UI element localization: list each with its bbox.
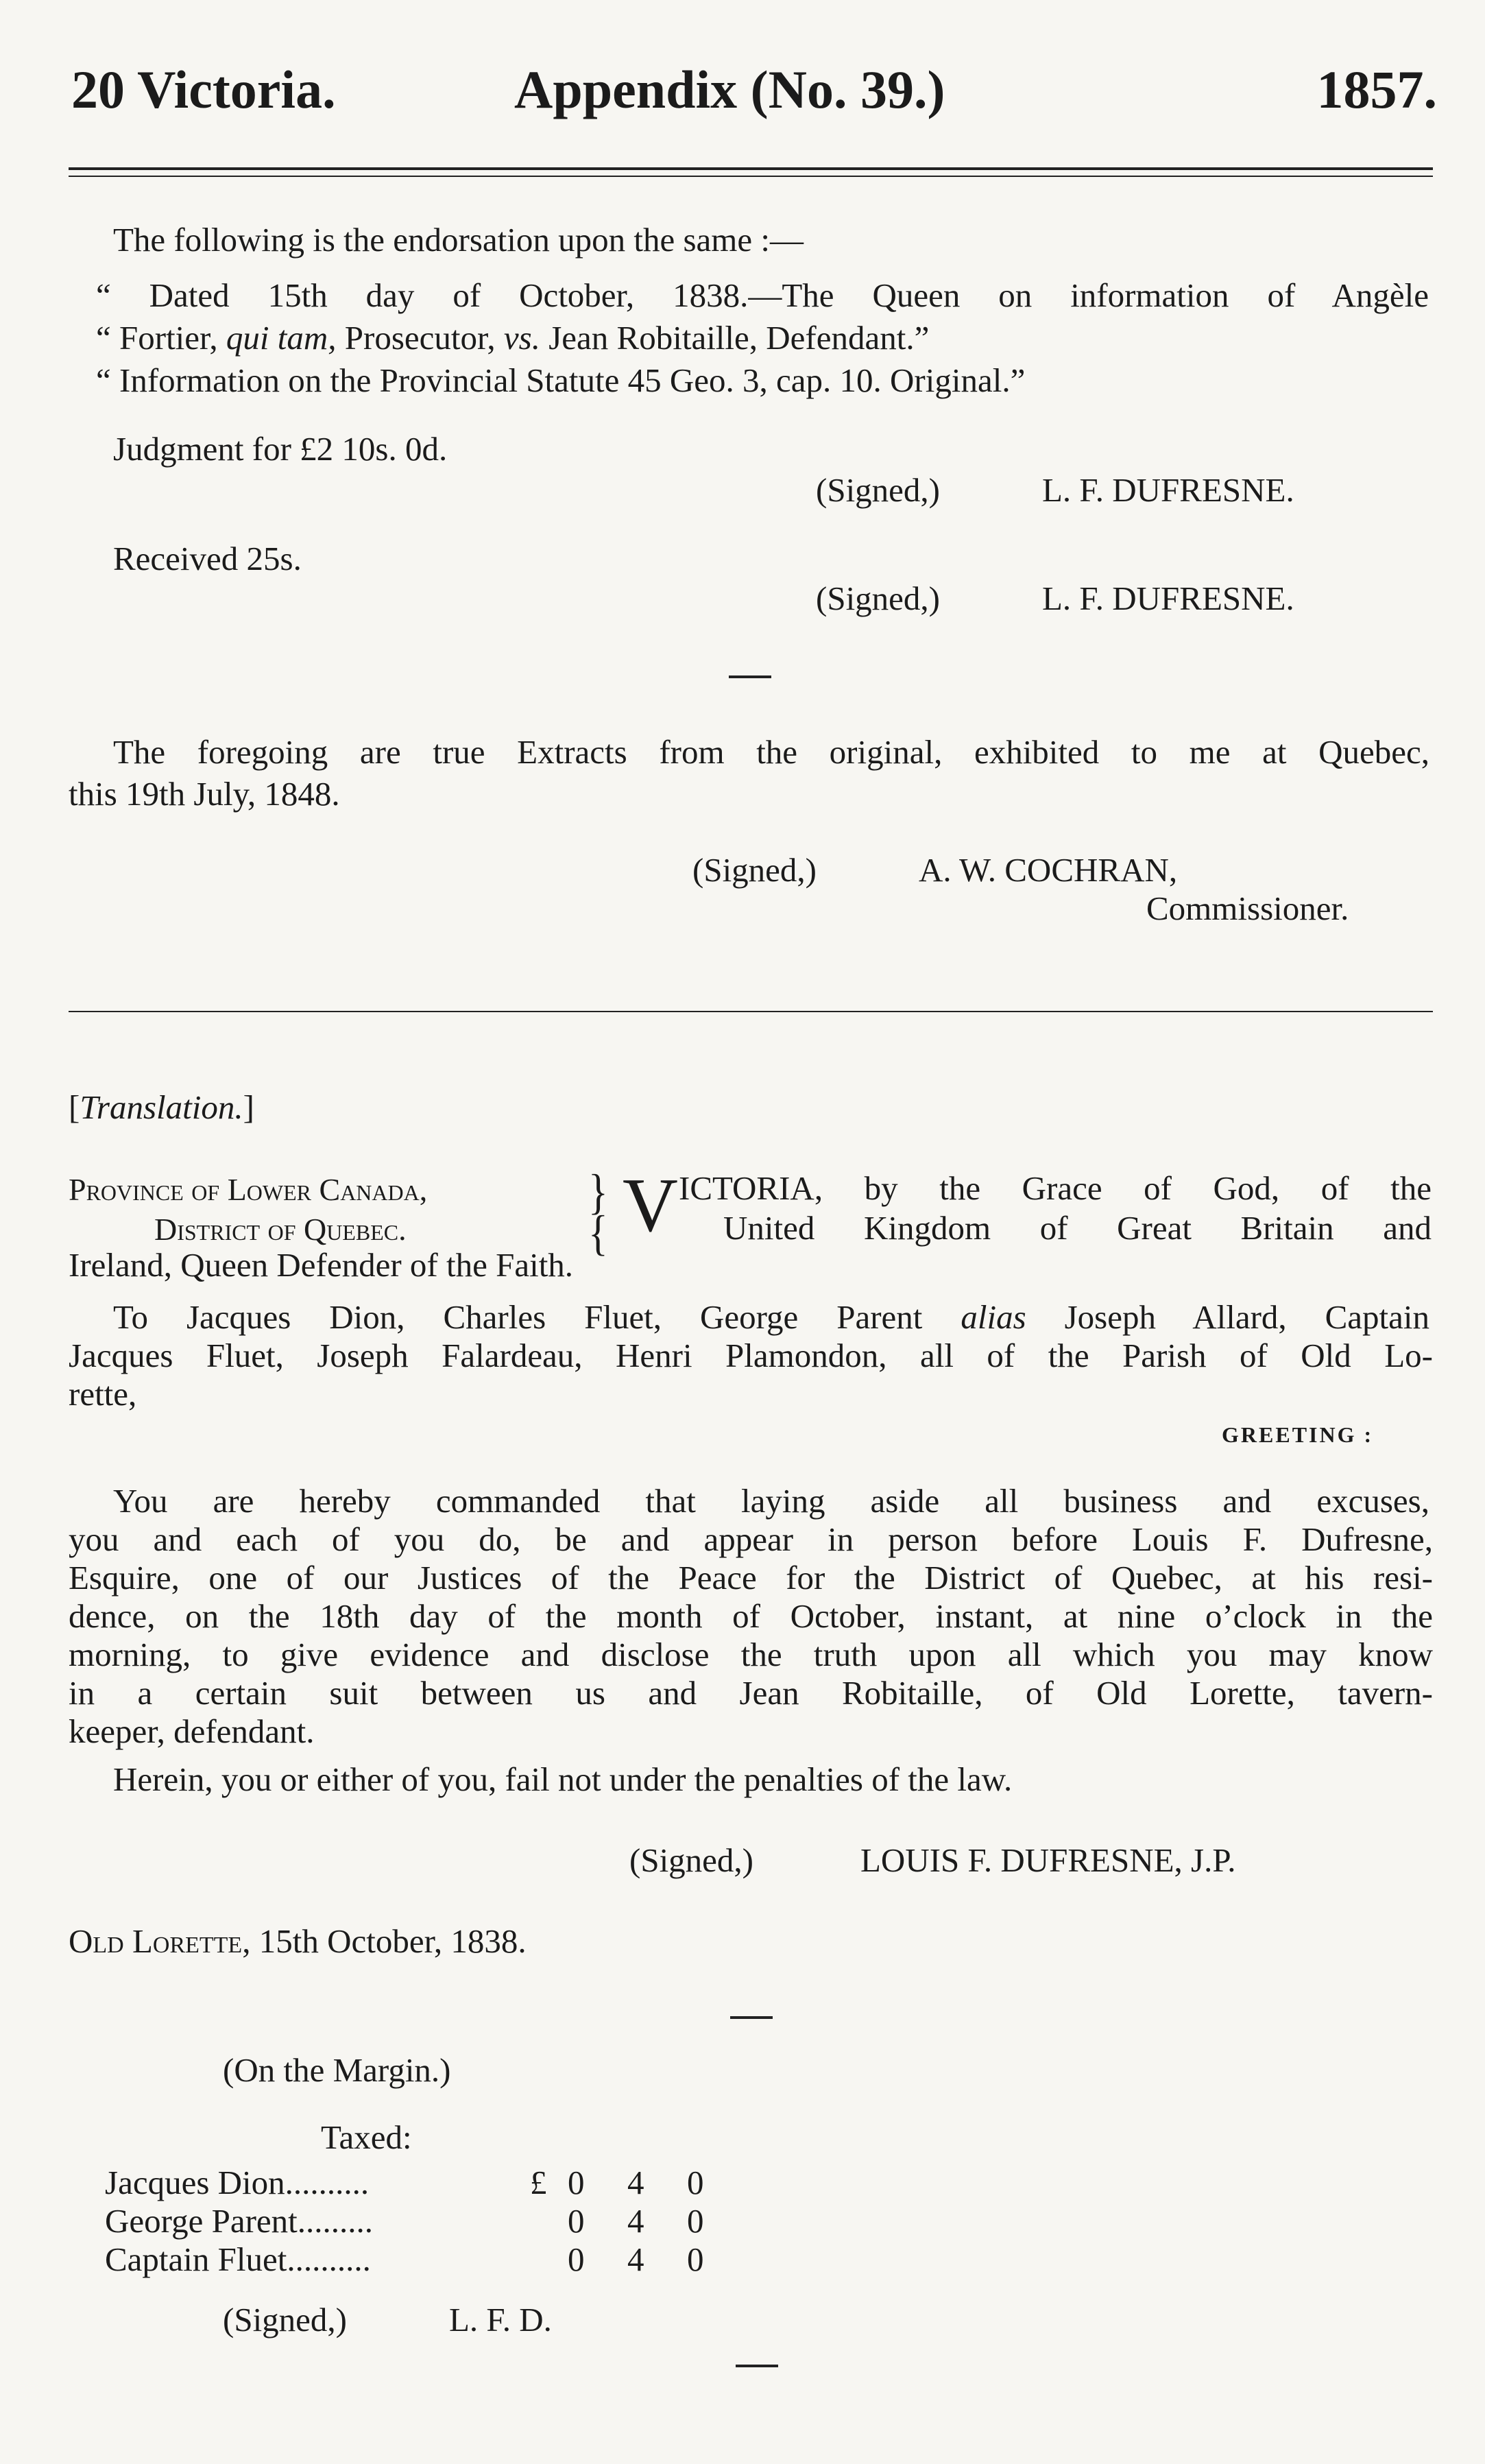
- body-line: you and each of you do, be and appear in person before Louis F. Dufresne,: [69, 1520, 1433, 1558]
- tax-shillings: 4: [627, 2202, 644, 2240]
- body-line: keeper, defendant.: [69, 1712, 315, 1750]
- header-appendix: Appendix (No. 39.): [514, 60, 945, 119]
- header-session: 20 Victoria.: [71, 60, 336, 119]
- taxed-label: Taxed:: [321, 2118, 412, 2156]
- province-heading: Province of Lower Canada,: [69, 1172, 428, 1207]
- drop-cap: V: [623, 1163, 678, 1248]
- header-rule-bottom: [69, 176, 1433, 177]
- tax-pounds: 0: [568, 2202, 585, 2240]
- endorsement-line-1: “ Dated 15th day of October, 1838.—The Queen on information of Angèle: [96, 276, 1429, 314]
- section-dash: [729, 675, 771, 678]
- brace-icon: }: [588, 1164, 608, 1219]
- tax-pounds: 0: [568, 2240, 585, 2278]
- section-dash: [730, 2016, 773, 2019]
- signed-label: (Signed,): [629, 1841, 753, 1879]
- signature-name: A. W. COCHRAN,: [919, 851, 1178, 889]
- body-line: dence, on the 18th day of the month of October, instant, at nine o’clock in the: [69, 1597, 1433, 1635]
- body-line: in a certain suit between us and Jean Robitaille, of Old Lorette, tavern-: [69, 1674, 1433, 1712]
- greeting: GREETING :: [1222, 1422, 1374, 1447]
- received-text: Received 25s.: [113, 540, 302, 577]
- signed-label: (Signed,): [692, 851, 817, 889]
- tax-row-name: Captain Fluet..........: [105, 2240, 371, 2278]
- body-line: You are hereby commanded that laying aside all business and excuses,: [113, 1482, 1429, 1520]
- tax-pence: 0: [687, 2202, 704, 2240]
- tax-currency: £: [530, 2164, 547, 2201]
- margin-heading: (On the Margin.): [223, 2051, 451, 2089]
- signature-initials: L. F. D.: [449, 2301, 552, 2339]
- victoria-line-3: Ireland, Queen Defender of the Faith.: [69, 1246, 574, 1284]
- section-dash: [736, 2365, 778, 2367]
- signature-name: L. F. DUFRESNE.: [1042, 579, 1294, 617]
- addressees-line-2: Jacques Fluet, Joseph Falardeau, Henri Plamondon, all of the Parish of Old Lo-: [69, 1337, 1433, 1374]
- signature-name: L. F. DUFRESNE.: [1042, 471, 1294, 509]
- signed-label: (Signed,): [816, 471, 940, 509]
- tax-pence: 0: [687, 2164, 704, 2201]
- herein-text: Herein, you or either of you, fail not under the penalties of the law.: [113, 1760, 1013, 1798]
- endorsement-line-2: “ Fortier, qui tam, Prosecutor, vs. Jean Robitaille, Defendant.”: [96, 319, 930, 357]
- certificate-line-2: this 19th July, 1848.: [69, 775, 340, 813]
- section-rule: [69, 1011, 1433, 1012]
- district-heading: District of Quebec.: [154, 1212, 407, 1247]
- body-line: Esquire, one of our Justices of the Peace for the District of Quebec, at his resi-: [69, 1559, 1433, 1596]
- place-date: Old Lorette, 15th October, 1838.: [69, 1922, 527, 1960]
- signed-label: (Signed,): [816, 579, 940, 617]
- tax-shillings: 4: [627, 2240, 644, 2278]
- tax-row-name: George Parent.........: [105, 2202, 373, 2240]
- signer-title: Commissioner.: [1146, 889, 1349, 927]
- header-year: 1857.: [1316, 60, 1437, 119]
- header-rule-top: [69, 167, 1433, 170]
- victoria-line-2: United Kingdom of Great Britain and: [723, 1209, 1432, 1247]
- tax-shillings: 4: [627, 2164, 644, 2201]
- endorsement-line-3: “ Information on the Provincial Statute 45 Geo. 3, cap. 10. Original.”: [96, 361, 1026, 399]
- tax-row-name: Jacques Dion..........: [105, 2164, 370, 2201]
- signed-label: (Signed,): [223, 2301, 347, 2339]
- translation-label: [Translation.]: [69, 1088, 254, 1126]
- body-line: morning, to give evidence and disclose the truth upon all which you may know: [69, 1636, 1433, 1673]
- judgment-text: Judgment for £2 10s. 0d.: [113, 430, 448, 468]
- endorsement-intro: The following is the endorsation upon the same :—: [113, 221, 804, 259]
- signature-name: LOUIS F. DUFRESNE, J.P.: [860, 1841, 1236, 1879]
- tax-pence: 0: [687, 2240, 704, 2278]
- addressees-line-1: To Jacques Dion, Charles Fluet, George Parent alias Joseph Allard, Captain: [113, 1298, 1429, 1336]
- tax-pounds: 0: [568, 2164, 585, 2201]
- certificate-line-1: The foregoing are true Extracts from the original, exhibited to me at Quebec,: [113, 733, 1429, 771]
- brace-icon: {: [588, 1206, 608, 1260]
- addressees-line-3: rette,: [69, 1375, 137, 1413]
- victoria-line-1: ICTORIA, by the Grace of God, of the: [679, 1169, 1432, 1207]
